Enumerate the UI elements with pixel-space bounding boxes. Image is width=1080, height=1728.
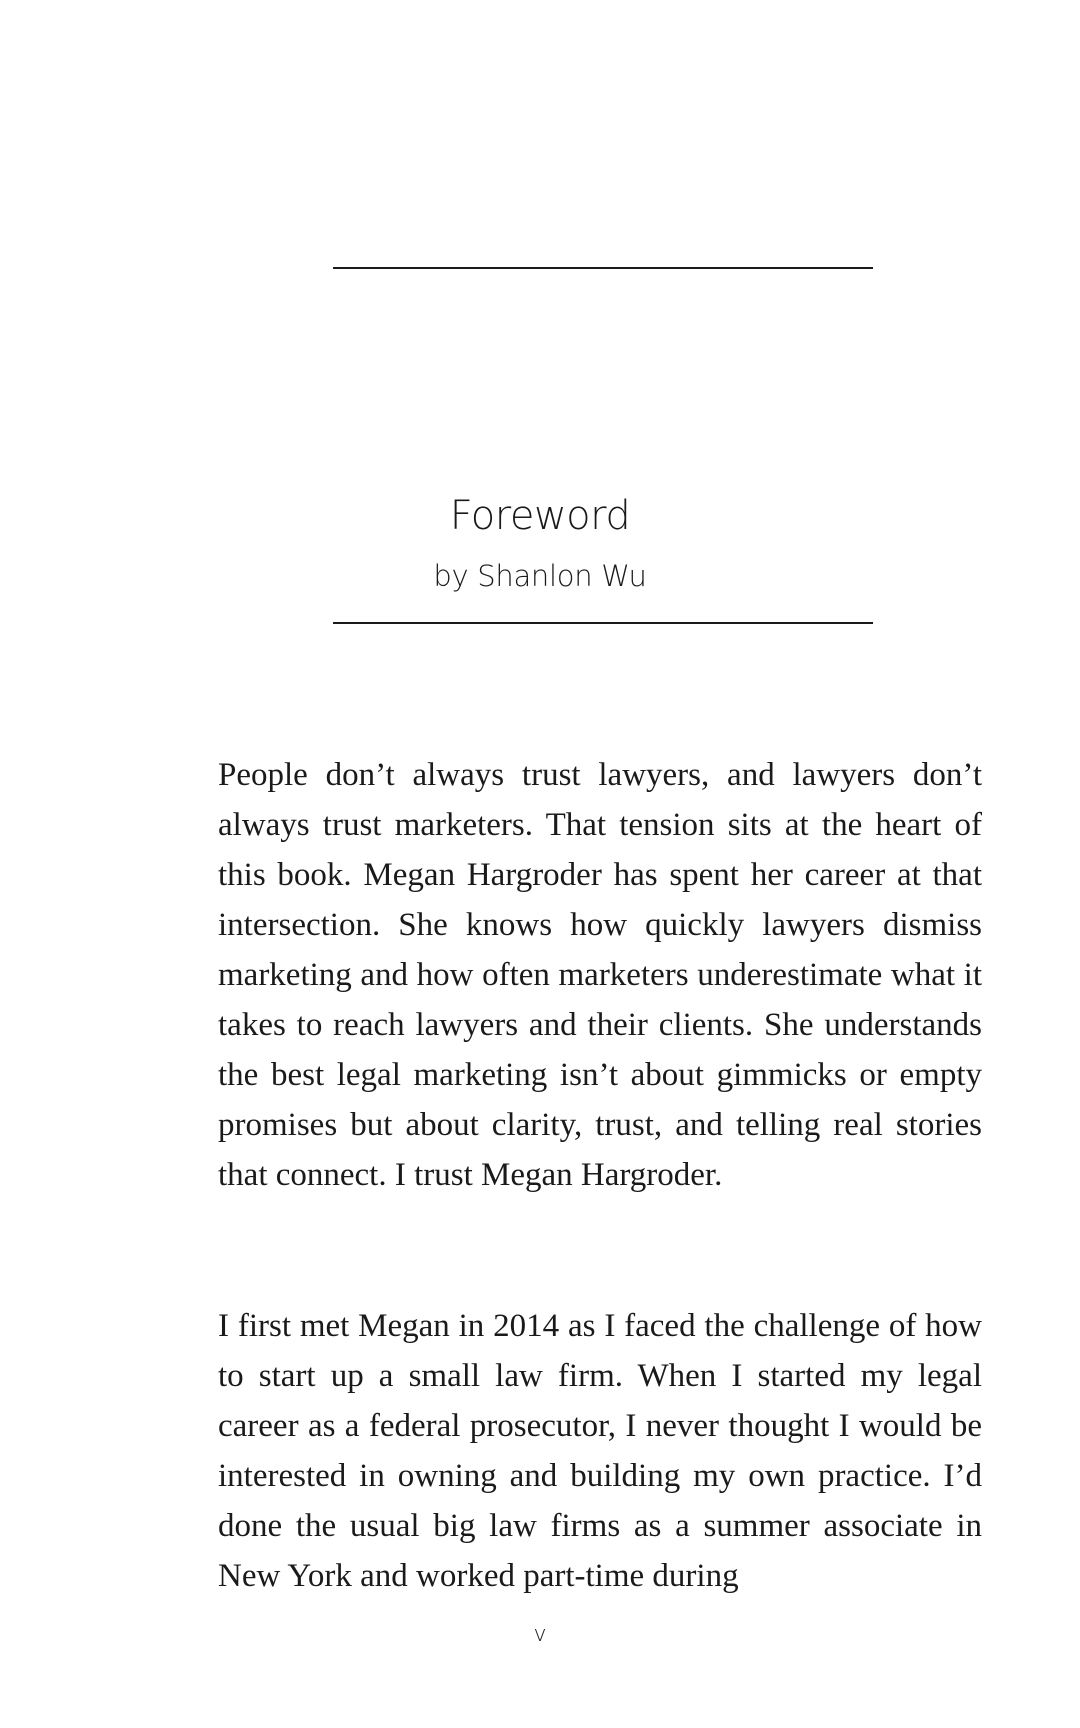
chapter-byline: by Shanlon Wu bbox=[433, 559, 647, 593]
bottom-divider-rule bbox=[333, 622, 873, 624]
page-number: v bbox=[533, 1622, 547, 1647]
chapter-title: Foreword bbox=[449, 493, 631, 539]
top-divider-rule bbox=[333, 267, 873, 269]
body-paragraph-1: People don’t always trust lawyers, and lawyers don’t always trust marketers. That tension sits at the heart of this book. Megan Hargroder has spent her career at that intersection. She knows how quickly lawyers dismiss marketing and how often marketers underestimate what it takes to reach lawyers and their clients. She understands the best legal marketing isn’t about gimmicks or empty promises but about clarity, trust, and telling real stories that connect. I trust Megan Hargroder. bbox=[218, 757, 982, 1193]
body-paragraph-2: I first met Megan in 2014 as I faced the challenge of how to start up a small law firm. When I started my legal career as a federal prosecutor, I never thought I would be interested in owning and building my own practice. I’d done the usual big law firms as a summer associate in New York and worked part-time during bbox=[218, 1308, 982, 1594]
